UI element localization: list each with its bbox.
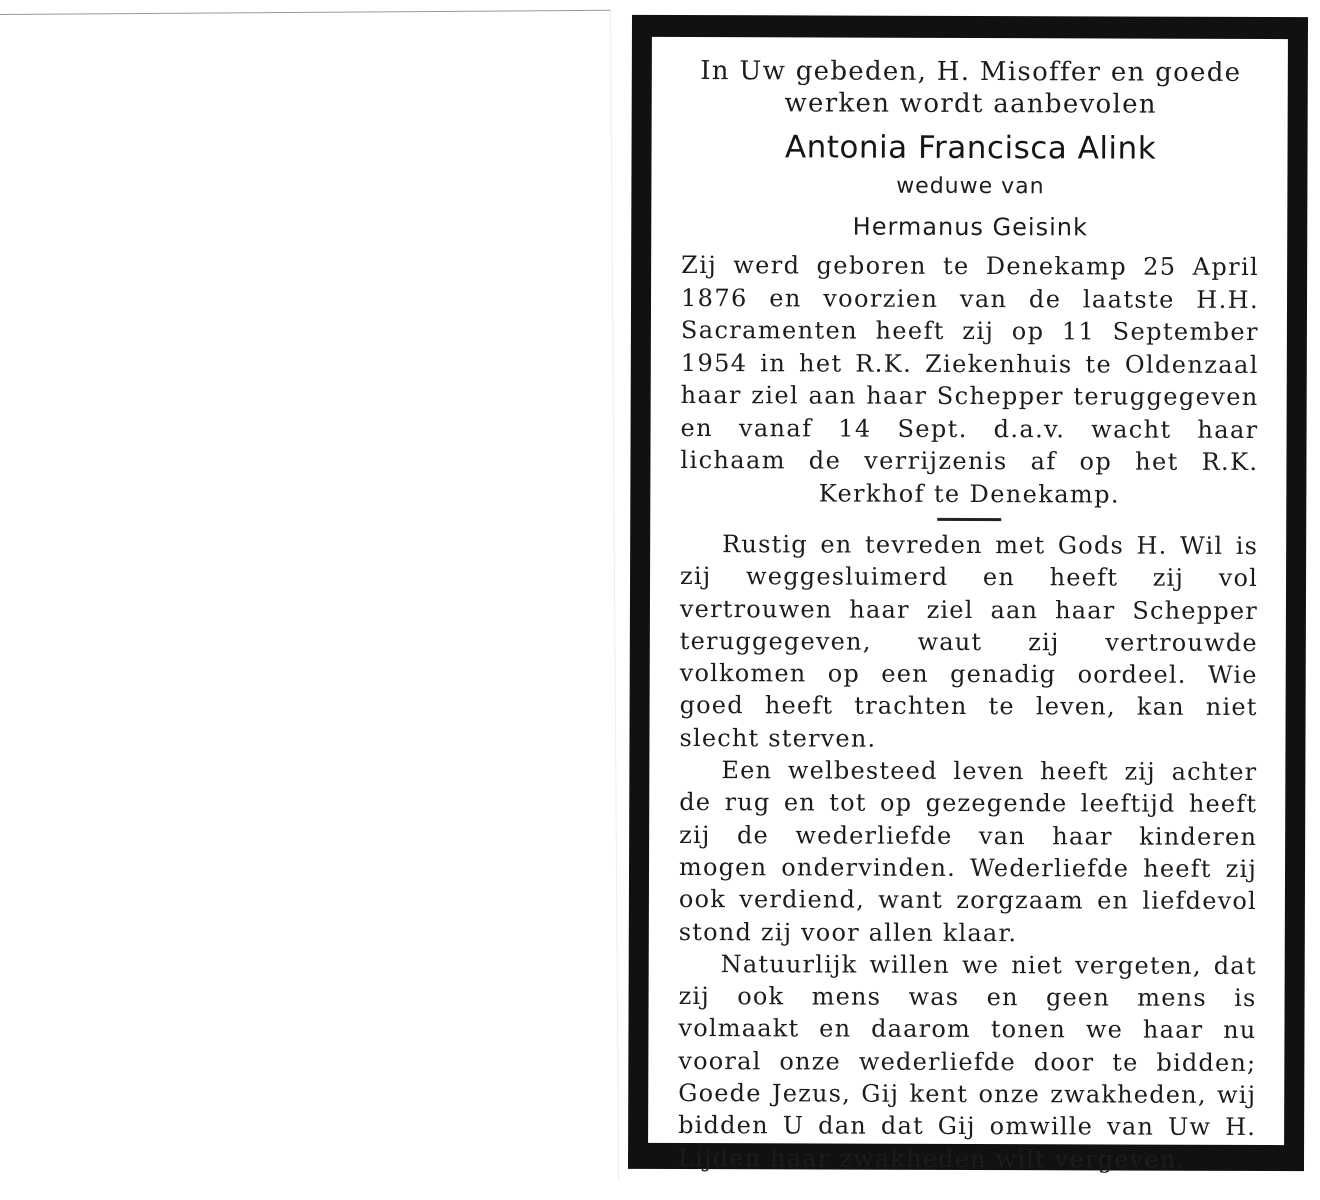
biography-text: Zij werd geboren te Denekamp 25 April 1876 en voorzien van de laatste H.H. Sacramenten heeft zij op 11 September 1954 in het R.K. Ziekenhuis te Oldenzaal haar ziel aan haar Schepper teruggegeven en vanaf 14 Sept. d.a.v. wacht haar lichaam de verrijzenis af op het R.K. Kerkhof te Denekamp.: [680, 250, 1260, 509]
paragraph-3: Natuurlijk willen we niet vergeten, dat zij ook mens was en geen mens is volmaakt en daarom tonen we haar nu vooral onze wederliefde door te bidden; Goede Jezus, Gij kent onze zwakheden, wij bidden U dan dat Gij omwille van Uw H. Lijden haar zwakheden wilt vergeven.: [677, 949, 1257, 1174]
intro-text: In Uw gebeden, H. Misoffer en goede werken wordt aanbevolen: [700, 56, 1242, 120]
memorial-card: [628, 15, 1308, 1174]
husband-name: Hermanus Geisink: [852, 212, 1088, 242]
divider-line: [937, 518, 1001, 521]
deceased-name: Antonia Francisca Alink: [784, 129, 1157, 167]
memorial-card-content: [648, 37, 1288, 1174]
paragraph-1: Rustig en tevreden met Gods H. Wil is zij weggesluimerd en heeft zij vol vertrouwen haar ziel aan haar Schepper teruggegeven, waut zij vertrouwde volkomen op een genadig oordeel. Wie goed heeft trachten te leven, kan niet slecht sterven.: [679, 530, 1259, 753]
widow-of-label: weduwe van: [896, 173, 1045, 200]
paragraph-2: Een welbesteed leven heeft zij achter de rug en tot op gezegende leeftijd heeft zij de wederliefde van haar kinderen mogen ondervinden. Wederliefde heeft zij ook verdiend, want zorgzaam en liefdevol stond zij voor allen klaar.: [678, 756, 1258, 947]
blank-left-page: [0, 10, 619, 1185]
